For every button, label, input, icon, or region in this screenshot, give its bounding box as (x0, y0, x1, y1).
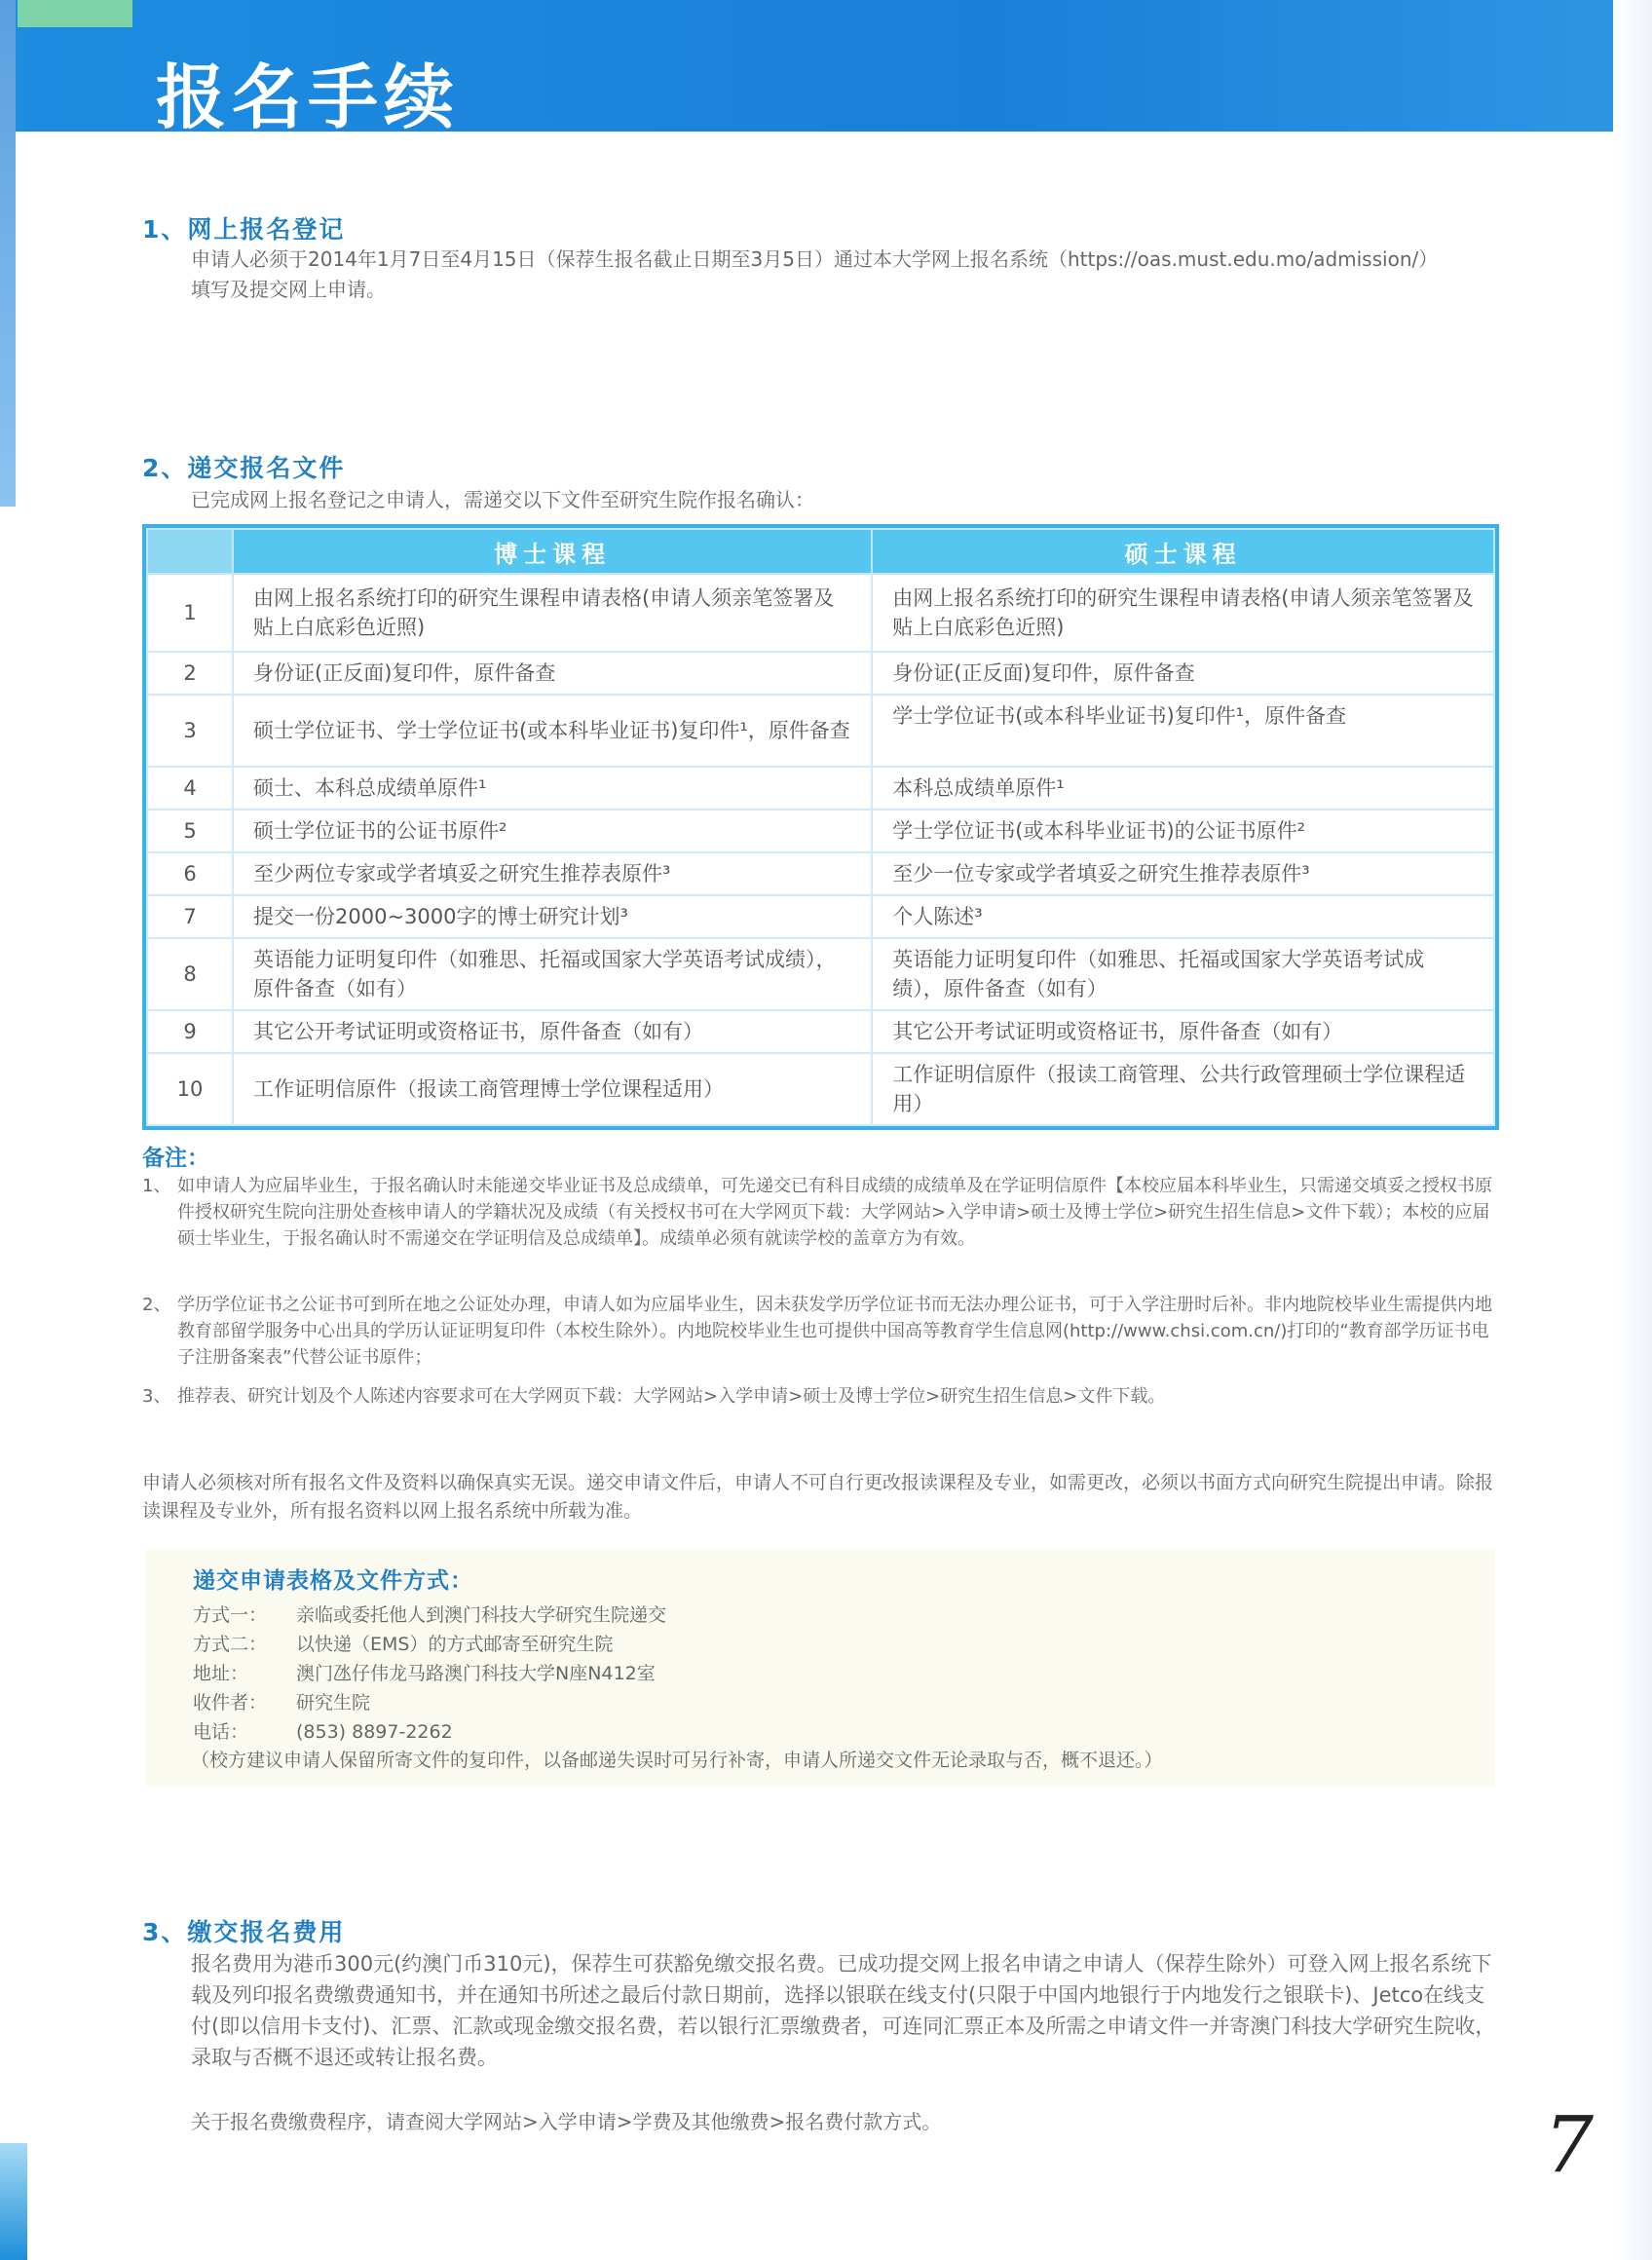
masters-requirement: 工作证明信原件（报读工商管理、公共行政管理硕士学位课程适用） (872, 1053, 1494, 1125)
table-row (147, 1010, 1494, 1053)
left-strip (0, 0, 16, 507)
page-edge-shadow (1613, 0, 1652, 2260)
row-number: 9 (147, 1010, 233, 1053)
row-number: 6 (147, 852, 233, 895)
doctoral-requirement: 英语能力证明复印件（如雅思、托福或国家大学英语考试成绩），原件备查（如有） (233, 938, 872, 1010)
note-item (142, 1383, 1496, 1410)
masters-requirement: 学士学位证书(或本科毕业证书)的公证书原件² (872, 810, 1494, 852)
submission-label: 地址： (193, 1663, 249, 1684)
doctoral-requirement: 其它公开考试证明或资格证书，原件备查（如有） (233, 1010, 872, 1053)
table-row (147, 695, 1494, 767)
submission-value: 亲临或委托他人到澳门科技大学研究生院递交 (296, 1604, 667, 1626)
row-number: 4 (147, 767, 233, 810)
table-header-doctoral: 博士课程 (233, 529, 872, 574)
masters-requirement: 身份证(正反面)复印件，原件备查 (872, 652, 1494, 695)
page-title: 报名手续 (156, 56, 461, 138)
doctoral-requirement: 硕士、本科总成绩单原件¹ (233, 767, 872, 810)
note-text: 推荐表、研究计划及个人陈述内容要求可在大学网页下载：大学网站>入学申请>硕士及博士学位>研究生招生信息>文件下载。 (177, 1386, 1166, 1407)
table-header-index (147, 529, 233, 574)
table-row (147, 574, 1494, 652)
section3-text: 报名费用为港币300元(约澳门币310元)，保荐生可获豁免缴交报名费。已成功提交网上报名申请之申请人（保荐生除外）可登入网上报名系统下载及列印报名费缴费通知书，并在通知书所述之最后付款日期前，选择以银联在线支付(只限于中国内地银行于内地发行之银联卡)、Jetco在线支付(即以信用卡支付)、汇票、汇款或现金缴交报名费，若以银行汇票缴费者，可连同汇票正本及所需之申请文件一并寄澳门科技大学研究生院收，录取与否概不退还或转让报名费。 (191, 1952, 1496, 2069)
table-row (147, 852, 1494, 895)
doctoral-requirement: 至少两位专家或学者填妥之研究生推荐表原件³ (233, 852, 872, 895)
row-number: 5 (147, 810, 233, 852)
submission-row (193, 1688, 370, 1714)
submission-label: 收件者： (193, 1692, 268, 1714)
note-text: 学历学位证书之公证书可到所在地之公证处办理，申请人如为应届毕业生，因未获发学历学位证书而无法办理公证书，可于入学注册时后补。非内地院校毕业生需提供内地教育部留学服务中心出具的学历认证证明复印件（本校生除外）。内地院校毕业生也可提供中国高等教育学生信息网(http://www.chsi.com.cn/)打印的“教育部学历证书电子注册备案表”代替公证书原件； (177, 1295, 1492, 1368)
section1-title: 1、网上报名登记 (142, 215, 346, 244)
doctoral-requirement: 硕士学位证书的公证书原件² (233, 810, 872, 852)
submission-value: 研究生院 (296, 1692, 371, 1714)
note-text: 如申请人为应届毕业生，于报名确认时未能递交毕业证书及总成绩单，可先递交已有科目成绩的成绩单及在学证明信原件【本校应届本科毕业生，只需递交填妥之授权书原件授权研究生院向注册处查核申请人的学籍状况及成绩（有关授权书可在大学网页下载：大学网站>入学申请>硕士及博士学位>研究生招生信息>文件下载）；本校的应届硕士毕业生，于报名确认时不需递交在学证明信及总成绩单】。成绩单必须有就读学校的盖章方为有效。 (177, 1176, 1492, 1249)
masters-requirement: 由网上报名系统打印的研究生课程申请表格(申请人须亲笔签署及贴上白底彩色近照) (872, 574, 1494, 652)
submission-row (193, 1659, 656, 1685)
left-strip-bottom (0, 2143, 27, 2260)
table-row (147, 1053, 1494, 1125)
section2-title: 2、递交报名文件 (142, 454, 346, 482)
row-number: 1 (147, 574, 233, 652)
submission-title: 递交申请表格及文件方式： (193, 1568, 473, 1594)
submission-note: （校方建议申请人保留所寄文件的复印件，以备邮递失误时可另行补寄，申请人所递交文件无论录取与否，概不退还。） (191, 1750, 1163, 1771)
doctoral-requirement: 工作证明信原件（报读工商管理博士学位课程适用） (233, 1053, 872, 1125)
table-row (147, 938, 1494, 1010)
doctoral-requirement: 身份证(正反面)复印件，原件备查 (233, 652, 872, 695)
doctoral-requirement: 提交一份2000~3000字的博士研究计划³ (233, 895, 872, 938)
section2-intro: 已完成网上报名登记之申请人，需递交以下文件至研究生院作报名确认： (191, 488, 814, 511)
documents-table (142, 524, 1499, 1130)
submission-value: 以快递（EMS）的方式邮寄至研究生院 (296, 1634, 614, 1655)
header-accent (18, 0, 132, 27)
note-item (142, 1173, 1496, 1252)
note-index: 3、 (142, 1386, 171, 1407)
note-index: 1、 (142, 1176, 171, 1196)
table-row (147, 652, 1494, 695)
section3-procedure: 关于报名费缴费程序，请查阅大学网站>入学申请>学费及其他缴费>报名费付款方式。 (191, 2110, 942, 2133)
note-index: 2、 (142, 1295, 171, 1315)
section1-text-line2: 填写及提交网上申请。 (191, 278, 386, 301)
verify-notice: 申请人必须核对所有报名文件及资料以确保真实无误。递交申请文件后，申请人不可自行更改报读课程及专业，如需更改，必须以书面方式向研究生院提出申请。除报读课程及专业外，所有报名资料以网上报名系统中所载为准。 (142, 1472, 1494, 1522)
row-number: 10 (147, 1053, 233, 1125)
row-number: 3 (147, 695, 233, 767)
masters-requirement: 英语能力证明复印件（如雅思、托福或国家大学英语考试成绩），原件备查（如有） (872, 938, 1494, 1010)
row-number: 8 (147, 938, 233, 1010)
doctoral-requirement: 由网上报名系统打印的研究生课程申请表格(申请人须亲笔签署及贴上白底彩色近照) (233, 574, 872, 652)
masters-requirement: 其它公开考试证明或资格证书，原件备查（如有） (872, 1010, 1494, 1053)
submission-label: 电话： (193, 1721, 249, 1743)
notes-title: 备注： (142, 1146, 209, 1171)
section1-text-line1: 申请人必须于2014年1月7日至4月15日（保荐生报名截止日期至3月5日）通过本大学网上报名系统（https://oas.must.edu.mo/admission/） (191, 247, 1439, 271)
submission-label: 方式二： (193, 1634, 268, 1655)
masters-requirement: 至少一位专家或学者填妥之研究生推荐表原件³ (872, 852, 1494, 895)
table-header-masters: 硕士课程 (872, 529, 1494, 574)
submission-label: 方式一： (193, 1604, 268, 1626)
table-row (147, 810, 1494, 852)
submission-value: (853) 8897-2262 (296, 1721, 453, 1743)
section3-title: 3、缴交报名费用 (142, 1918, 346, 1946)
row-number: 7 (147, 895, 233, 938)
doctoral-requirement: 硕士学位证书、学士学位证书(或本科毕业证书)复印件¹，原件备查 (233, 695, 872, 767)
table-row (147, 895, 1494, 938)
submission-row (193, 1630, 613, 1656)
submission-row (193, 1601, 666, 1627)
masters-requirement: 学士学位证书(或本科毕业证书)复印件¹，原件备查 (872, 695, 1494, 767)
submission-row (193, 1717, 453, 1744)
row-number: 2 (147, 652, 233, 695)
masters-requirement: 本科总成绩单原件¹ (872, 767, 1494, 810)
note-item (142, 1292, 1496, 1371)
table-row (147, 767, 1494, 810)
page-number: 7 (1544, 2099, 1594, 2190)
masters-requirement: 个人陈述³ (872, 895, 1494, 938)
submission-value: 澳门氹仔伟龙马路澳门科技大学N座N412室 (296, 1663, 656, 1684)
